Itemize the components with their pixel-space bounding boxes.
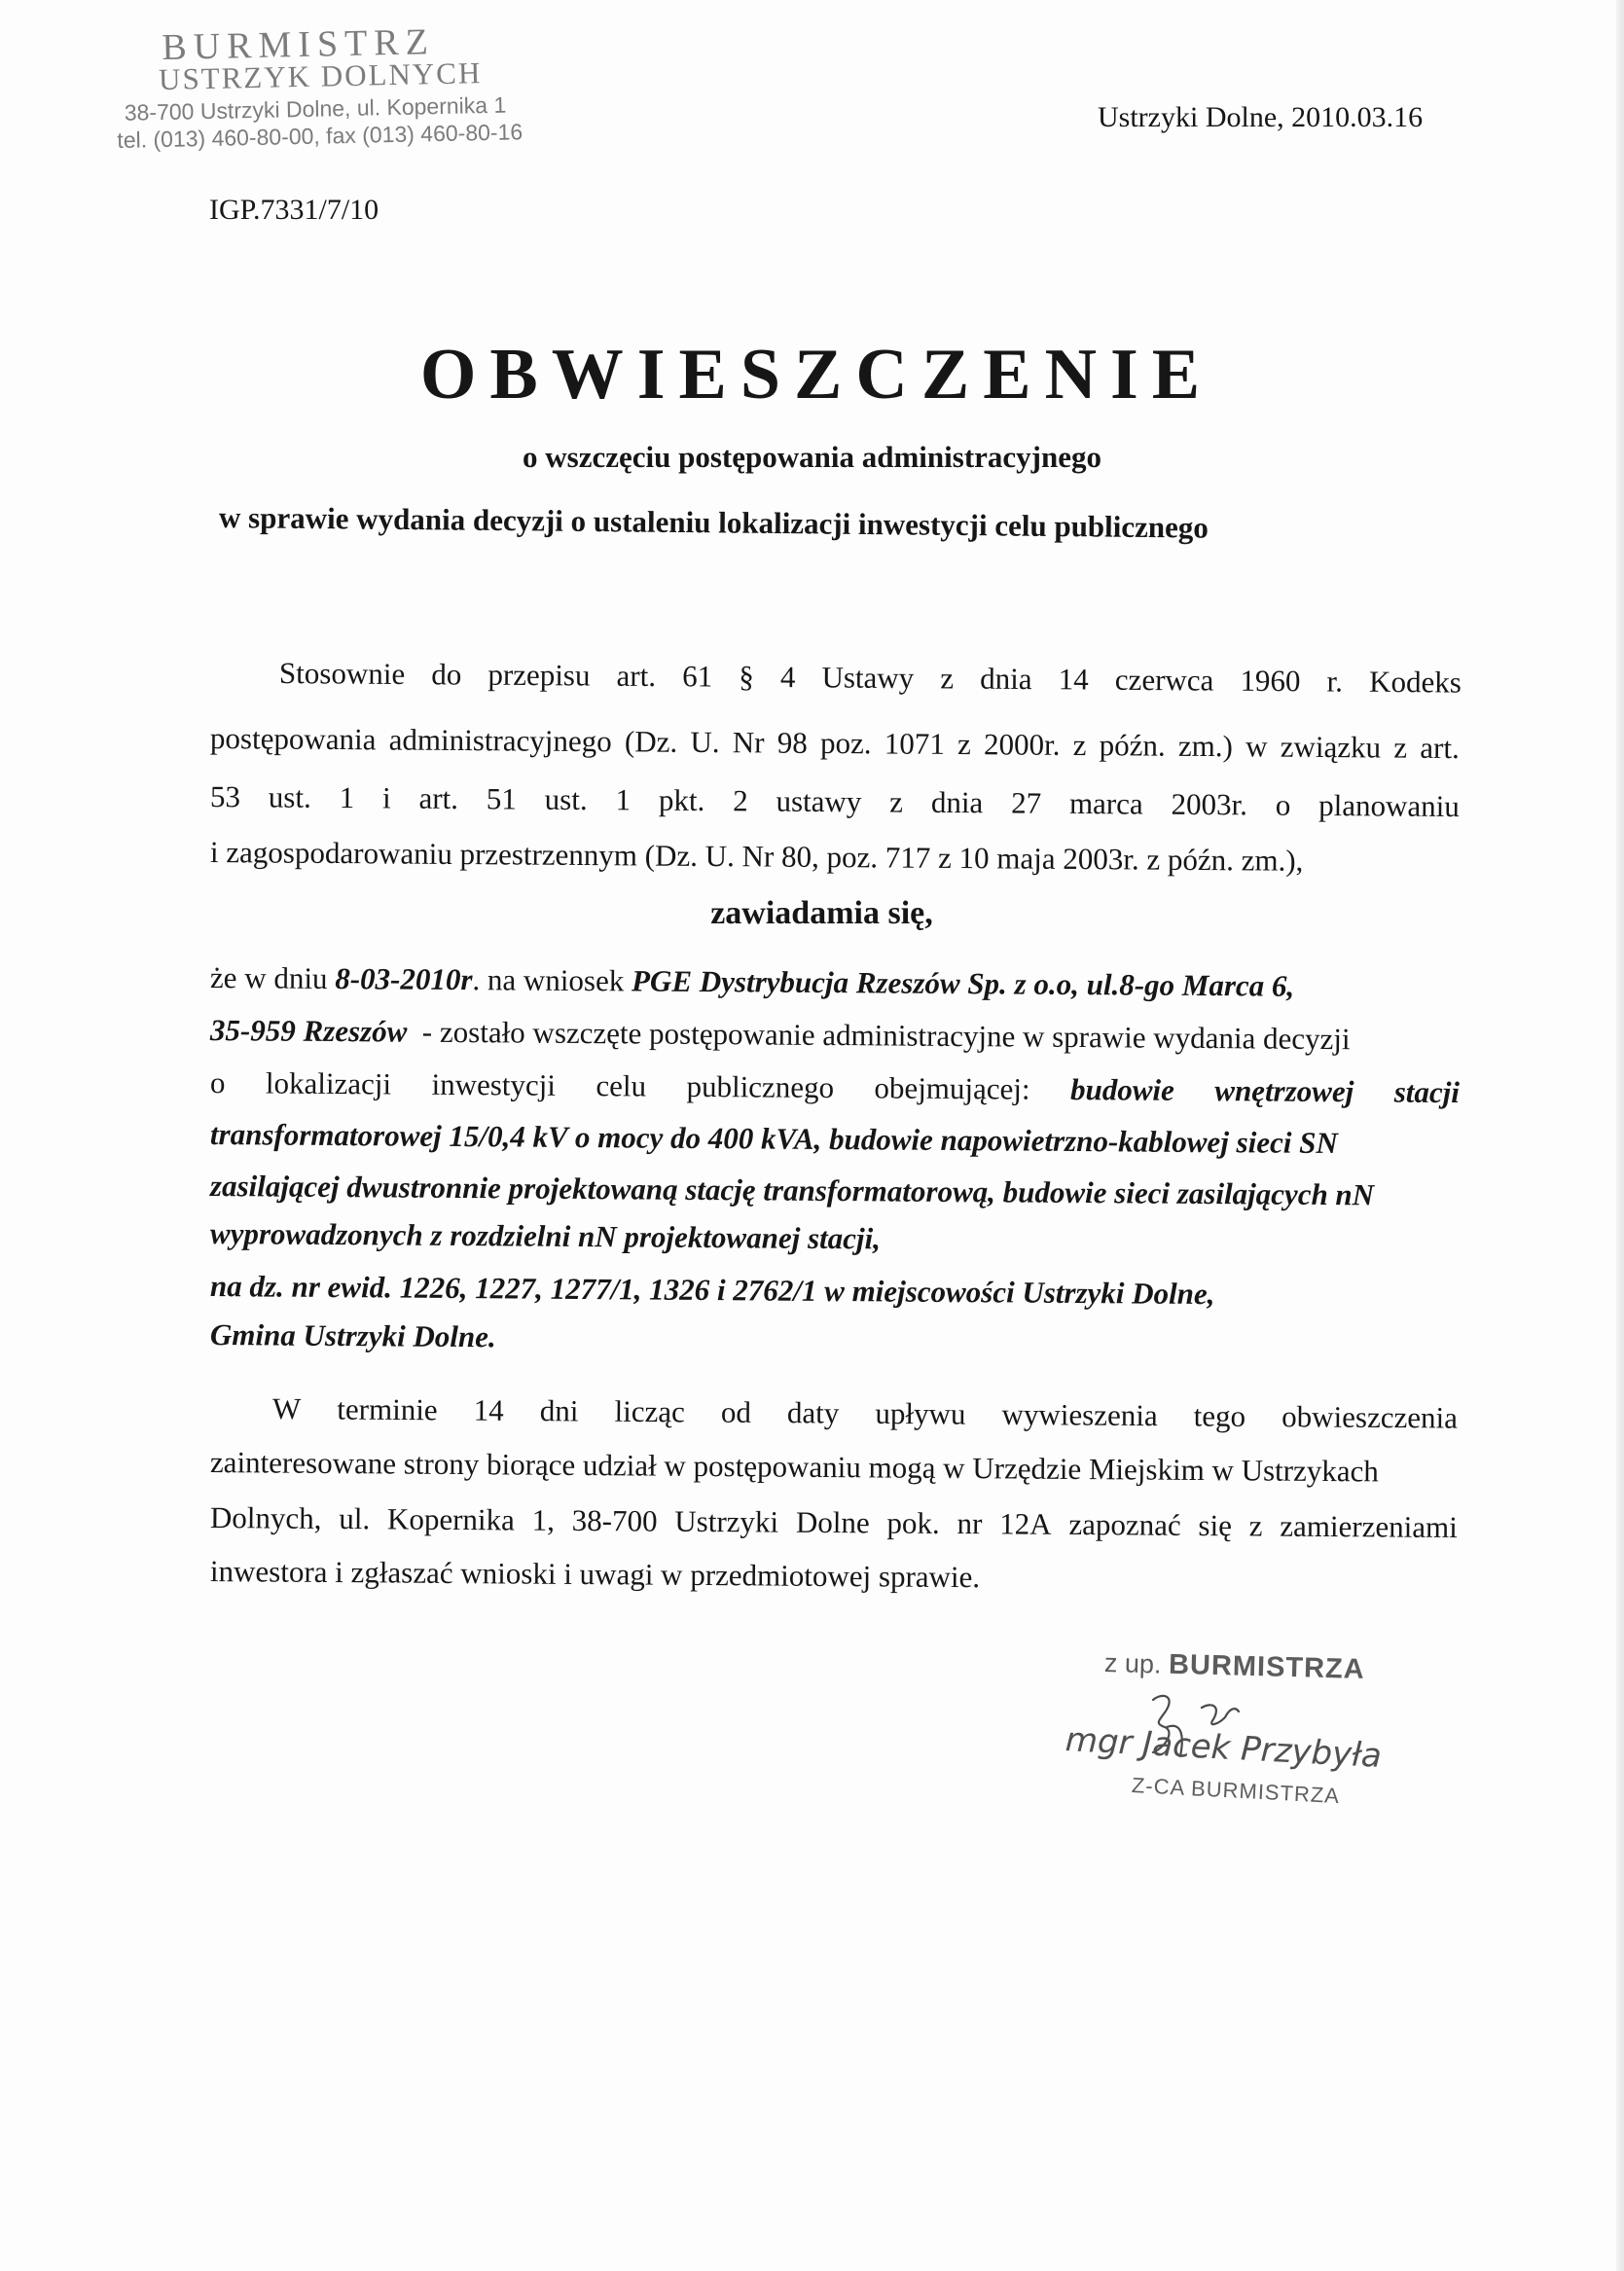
word: planowaniu bbox=[1318, 787, 1461, 824]
para3-line-1 bbox=[272, 1389, 1458, 1438]
word: związku bbox=[1280, 729, 1382, 765]
stamp-line-2: USTRZYK DOLNYCH bbox=[158, 55, 483, 97]
document-title: OBWIESZCZENIE bbox=[419, 335, 1214, 415]
word: 1960 bbox=[1240, 663, 1301, 699]
para3-line-2: zainteresowane strony biorące udział w postępowaniu mogą w Urzędzie Miejskim w Ustrzykach bbox=[209, 1445, 1379, 1489]
word: postępowania bbox=[209, 721, 377, 757]
para2-line-2 bbox=[210, 1011, 1351, 1059]
document-subtitle-2: w sprawie wydania decyzji o ustaleniu lokalizacji inwestycji celu publicznego bbox=[218, 500, 1209, 545]
para2-line-1 bbox=[210, 958, 1295, 1006]
para1-line-1 bbox=[279, 654, 1462, 703]
word: obwieszczenia bbox=[1281, 1399, 1459, 1435]
word: 1071 bbox=[884, 726, 945, 761]
stamp-line-1: BURMISTRZ bbox=[161, 21, 436, 68]
word: zm.) bbox=[1177, 728, 1234, 764]
word: 14 bbox=[473, 1392, 504, 1427]
para3-line-4: inwestora i zgłaszać wnioski i uwagi w przedmiotowej sprawie. bbox=[209, 1554, 981, 1595]
word: 1 bbox=[615, 782, 632, 817]
word: Dolnych, bbox=[209, 1500, 322, 1535]
word: z bbox=[1248, 1508, 1263, 1543]
word: inwestycji bbox=[431, 1066, 557, 1102]
word: stacji bbox=[1393, 1074, 1461, 1110]
announcement-heading: zawiadamia się, bbox=[710, 895, 933, 931]
signatory-role: Z-CA BURMISTRZA bbox=[1131, 1773, 1341, 1809]
authorization-stamp bbox=[1104, 1647, 1366, 1686]
word: wywieszenia bbox=[1001, 1396, 1158, 1433]
word: licząc bbox=[614, 1393, 685, 1429]
authorization-office: BURMISTRZA bbox=[1168, 1648, 1366, 1686]
word: i bbox=[381, 780, 391, 815]
word: Stosownie bbox=[278, 656, 406, 692]
word: budowie bbox=[1069, 1071, 1175, 1107]
word: ust. bbox=[544, 781, 588, 817]
word: dnia bbox=[930, 784, 984, 820]
office-stamp bbox=[115, 20, 523, 153]
para1-line-2 bbox=[210, 719, 1460, 768]
word: art. bbox=[1420, 730, 1460, 766]
word: Ustawy bbox=[821, 660, 915, 696]
word: z bbox=[1393, 730, 1408, 765]
word: r. bbox=[1326, 664, 1344, 699]
text-span: . na wniosek bbox=[472, 962, 632, 998]
word: z bbox=[940, 661, 955, 696]
para2-line-8: Gmina Ustrzyki Dolne. bbox=[209, 1317, 496, 1354]
word: obejmującej: bbox=[874, 1070, 1030, 1106]
word: pok. bbox=[886, 1505, 940, 1540]
word: upływu bbox=[875, 1395, 966, 1431]
initiation-date: 8-03-2010r bbox=[335, 961, 473, 997]
document-subtitle-1: o wszczęciu postępowania administracyjnego bbox=[523, 440, 1101, 474]
para1-line-4: i zagospodarowaniu przestrzennym (Dz. U. Nr 80, poz. 717 z 10 maja 2003r. z późn. zm.), bbox=[209, 835, 1304, 878]
word: 53 bbox=[209, 779, 241, 814]
reference-number: IGP.7331/7/10 bbox=[209, 194, 379, 226]
word: marca bbox=[1068, 785, 1143, 821]
word: przepisu bbox=[487, 657, 591, 693]
para2-line-4: transformatorowej 15/0,4 kV o mocy do 400 kVA, budowie napowietrzno-kablowej sieci SN bbox=[209, 1117, 1338, 1161]
para2-line-6: wyprowadzonych z rozdzielni nN projektowanej stacji, bbox=[209, 1216, 882, 1256]
para3-line-3 bbox=[210, 1498, 1458, 1547]
text-span: że w dniu bbox=[209, 960, 336, 996]
para2-line-3 bbox=[210, 1063, 1460, 1112]
word: dni bbox=[539, 1393, 579, 1428]
authorization-prefix: z up. bbox=[1103, 1648, 1162, 1679]
stamp-phone-fax: tel. (013) 460-80-00, fax (013) 460-80-16 bbox=[117, 119, 523, 153]
word: o bbox=[1275, 787, 1291, 822]
word: publicznego bbox=[686, 1068, 835, 1105]
applicant-city: 35-959 Rzeszów bbox=[209, 1013, 408, 1049]
word: (Dz. bbox=[624, 724, 678, 759]
word: 51 bbox=[486, 781, 518, 816]
word: Ustrzyki bbox=[674, 1503, 779, 1539]
word: 2003r. bbox=[1171, 786, 1248, 822]
word: zamierzeniami bbox=[1280, 1508, 1458, 1545]
word: ust. bbox=[268, 779, 311, 814]
word: ustawy bbox=[776, 783, 862, 819]
word: art. bbox=[418, 780, 459, 816]
word: 4 bbox=[779, 660, 796, 695]
word: poz. bbox=[819, 725, 872, 761]
word: z bbox=[1072, 727, 1087, 763]
word: o bbox=[209, 1065, 226, 1100]
word: Kopernika bbox=[386, 1501, 515, 1537]
word: 2000r. bbox=[983, 727, 1061, 762]
word: 61 bbox=[682, 659, 713, 694]
word: zapoznać bbox=[1068, 1506, 1181, 1542]
word: od bbox=[720, 1394, 752, 1429]
word: do bbox=[431, 657, 462, 692]
word: 27 bbox=[1011, 785, 1042, 820]
word: czerwca bbox=[1114, 662, 1214, 698]
word: administracyjnego bbox=[388, 722, 612, 759]
word: 38-700 bbox=[571, 1502, 658, 1538]
stamp-address: 38-700 Ustrzyki Dolne, ul. Kopernika 1 bbox=[124, 91, 507, 126]
word: daty bbox=[786, 1395, 840, 1430]
section-sign: § bbox=[739, 659, 754, 694]
word: Nr bbox=[732, 725, 765, 760]
word: 1 bbox=[339, 780, 355, 815]
word: Dolne bbox=[795, 1504, 870, 1540]
word: 12A bbox=[999, 1506, 1052, 1541]
word: z bbox=[889, 784, 904, 819]
text-span: - zostało wszczęte postępowanie administracyjne w sprawie wydania decyzji bbox=[407, 1014, 1351, 1057]
word: art. bbox=[616, 658, 657, 694]
word: Kodeks bbox=[1369, 664, 1462, 700]
word: W bbox=[271, 1391, 302, 1426]
word: się bbox=[1198, 1507, 1233, 1543]
para2-line-5: zasilającej dwustronnie projektowaną stację transformatorową, budowie sieci zasilających nN bbox=[209, 1169, 1375, 1212]
word: wnętrzowej bbox=[1214, 1073, 1354, 1109]
place-and-date: Ustrzyki Dolne, 2010.03.16 bbox=[1098, 101, 1424, 133]
word: 98 bbox=[776, 725, 808, 760]
applicant-company: PGE Dystrybucja Rzeszów Sp. z o.o, ul.8-go Marca 6, bbox=[631, 963, 1295, 1003]
word: w bbox=[1245, 729, 1268, 764]
word: celu bbox=[595, 1068, 647, 1103]
word: 2 bbox=[733, 783, 748, 818]
word: terminie bbox=[337, 1391, 438, 1427]
word: U. bbox=[690, 724, 720, 760]
word: lokalizacji bbox=[265, 1065, 392, 1101]
word: 14 bbox=[1058, 662, 1089, 697]
word: pkt. bbox=[658, 782, 705, 817]
word: z bbox=[956, 727, 971, 762]
word: dnia bbox=[980, 661, 1032, 697]
para2-line-7: na dz. nr ewid. 1226, 1227, 1277/1, 1326 i 2762/1 w miejscowości Ustrzyki Dolne, bbox=[209, 1269, 1215, 1312]
para1-line-3 bbox=[210, 777, 1460, 826]
word: nr bbox=[956, 1506, 983, 1541]
signatory-name: mgr Jacek Przybyła bbox=[1064, 1720, 1383, 1776]
word: ul. bbox=[339, 1501, 371, 1536]
word: późn. bbox=[1099, 728, 1166, 763]
word: 1, bbox=[531, 1502, 556, 1537]
word: tego bbox=[1193, 1398, 1246, 1433]
